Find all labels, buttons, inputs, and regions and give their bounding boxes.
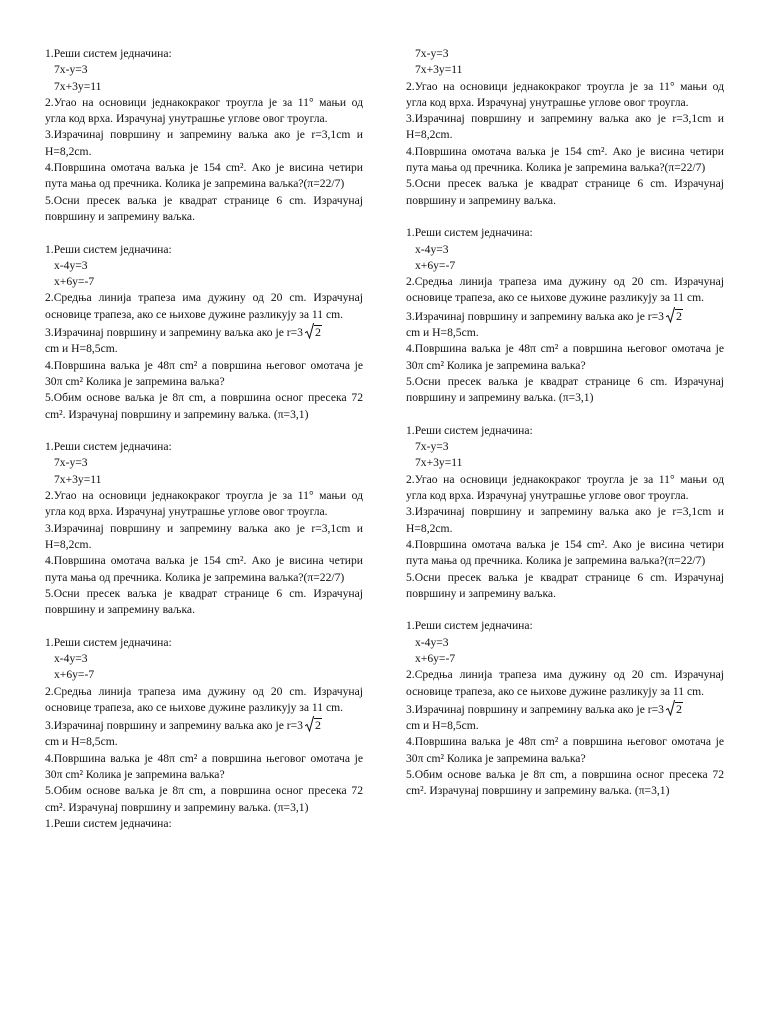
task-1: 1.Реши систем једначина: (45, 242, 172, 256)
right-column (406, 46, 724, 800)
equation-line: x-4y=3 (54, 258, 88, 272)
task-1: 1.Реши систем једначина: (406, 619, 533, 633)
task-text: cm и H=8,5cm. (45, 342, 118, 356)
equation-line: 7x+3y=11 (54, 472, 102, 486)
equation-line: 7x-y=3 (415, 440, 449, 454)
task-4: 4.Површина омотача ваљка је 154 cm². Ако је висина четири пута мања од пречника. Колика је запремина ваљка?(π=22/7) (45, 161, 363, 191)
task-5: 5.Осни пресек ваљка је квадрат странице 6 cm. Израчунај површину и запремину ваљка. (45, 586, 363, 617)
sqrt-symbol (666, 700, 683, 716)
left-column (45, 46, 363, 832)
task-text: cm и H=8,5cm. (406, 326, 479, 340)
task-5: 5.Обим основе ваљка је 8π cm, а површина осног пресека 72 cm². Израчунај површину и запремину ваљка. (π=3,1) (406, 768, 724, 798)
task-2: 2.Средња линија трапеза има дужину од 20 cm. Израчунај основице трапеза, ако се њихове дужине разликују за 11 cm. (406, 668, 724, 698)
section-gap (406, 602, 724, 618)
section-gap (45, 618, 363, 634)
task-2: 2.Угао на основици једнакокраког троугла је за 11° мањи од угла код врха. Израчунај унутрашње углове овог троугла. (45, 95, 363, 126)
section-gap (406, 407, 724, 423)
task-4: 4.Површина ваљка је 48π cm² а површина његовог омотача је 30π cm² Колика је запремина ваљка? (406, 342, 724, 372)
sqrt-radicand: 2 (314, 325, 321, 340)
equation-line: 7x+3y=11 (54, 79, 102, 93)
task-5: 5.Осни пресек ваљка је квадрат странице 6 cm. Израчунај површину и запремину ваљка. (π=3,1) (406, 374, 724, 405)
task-4: 4.Површина ваљка је 48π cm² а површина његовог омотача је 30π cm² Колика је запремина ваљка? (45, 751, 363, 782)
task-2: 2.Средња линија трапеза има дужину од 20 cm. Израчунај основице трапеза, ако се њихове дужине разликују за 11 cm. (45, 684, 363, 714)
equation-line: 7x-y=3 (54, 456, 88, 470)
sqrt-radicand: 2 (675, 308, 682, 323)
equation-line: 7x+3y=11 (415, 63, 463, 77)
sqrt-symbol (666, 307, 683, 323)
exercise-block (45, 635, 363, 833)
task-text: 3.Израчинај површину и запремину ваљка ако је r=3 (406, 702, 664, 716)
task-5: 5.Обим основе ваљка је 8π cm, а површина осног пресека 72 cm². Израчунај површину и запремину ваљка. (π=3,1) (45, 784, 363, 814)
task-3 (406, 307, 724, 342)
sqrt-symbol (305, 323, 322, 339)
equation-line: 7x+3y=11 (415, 456, 463, 470)
equation-line: x-4y=3 (415, 635, 449, 649)
task-3: 3.Израчинај површину и запремину ваљка ако је r=3,1cm и H=8,2cm. (45, 128, 363, 158)
equation-line: x-4y=3 (54, 651, 88, 665)
task-text: cm и H=8,5cm. (406, 719, 479, 733)
task-4: 4.Површина омотача ваљка је 154 cm². Ако је висина четири пута мања од пречника. Колика је запремина ваљка?(π=22/7) (45, 554, 363, 584)
task-5: 5.Осни пресек ваљка је квадрат странице 6 cm. Израчунај површину и запремину ваљка. (45, 193, 363, 223)
task-3: 3.Израчинај површину и запремину ваљка ако је r=3,1cm и H=8,2cm. (406, 505, 724, 535)
equation-line: 7x-y=3 (54, 63, 88, 77)
section-gap (45, 423, 363, 439)
task-text: 3.Израчинај површину и запремину ваљка ако је r=3 (45, 719, 303, 733)
exercise-block (406, 225, 724, 406)
exercise-block (45, 46, 363, 225)
task-4: 4.Површина омотача ваљка је 154 cm². Ако је висина четири пута мања од пречника. Колика је запремина ваљка?(π=22/7) (406, 537, 724, 568)
task-4: 4.Површина омотача ваљка је 154 cm². Ако је висина четири пута мања од пречника. Колика је запремина ваљка?(π=22/7) (406, 144, 724, 175)
task-2: 2.Средња линија трапеза има дужину од 20 cm. Израчунај основице трапеза, ако се њихове дужине разликују за 11 cm. (406, 275, 724, 305)
sqrt-radicand: 2 (314, 718, 321, 733)
task-text: 3.Израчинај површину и запремину ваљка ако је r=3 (406, 309, 664, 323)
task-1: 1.Реши систем једначина: (45, 47, 172, 60)
task-2: 2.Угао на основици једнакокраког троугла је за 11° мањи од угла код врха. Израчунај унутрашње углове овог троугла. (406, 79, 724, 109)
task-3 (45, 716, 363, 751)
equation-line: x+6y=-7 (415, 651, 456, 665)
task-4: 4.Површина ваљка је 48π cm² а површина његовог омотача је 30π cm² Колика је запремина ваљка? (45, 358, 363, 388)
task-3 (45, 323, 363, 358)
section-gap (45, 225, 363, 241)
equation-line: x+6y=-7 (54, 275, 95, 289)
section-gap (406, 209, 724, 225)
equation-line: x+6y=-7 (54, 668, 95, 682)
sqrt-radicand: 2 (675, 701, 682, 716)
task-3: 3.Израчинај површину и запремину ваљка ако је r=3,1cm и H=8,2cm. (406, 112, 724, 142)
task-5: 5.Обим основе ваљка је 8π cm, а површина осног пресека 72 cm². Израчунај површину и запремину ваљка. (π=3,1) (45, 391, 363, 421)
equation-line: 7x-y=3 (415, 47, 449, 60)
task-5: 5.Осни пресек ваљка је квадрат странице 6 cm. Израчунај површину и запремину ваљка. (406, 570, 724, 600)
task-2: 2.Средња линија трапеза има дужину од 20 cm. Израчунај основице трапеза, ако се њихове дужине разликују за 11 cm. (45, 291, 363, 321)
task-1: 1.Реши систем једначина: (45, 635, 172, 649)
sqrt-symbol (305, 716, 322, 732)
exercise-block (45, 242, 363, 423)
task-1: 1.Реши систем једначина: (406, 226, 533, 240)
equation-line: x+6y=-7 (415, 258, 456, 272)
task-3: 3.Израчинај површину и запремину ваљка ако је r=3,1cm и H=8,2cm. (45, 521, 363, 551)
task-2: 2.Угао на основици једнакокраког троугла је за 11° мањи од угла код врха. Израчунај унутрашње углове овог троугла. (45, 489, 363, 519)
exercise-block (45, 439, 363, 618)
exercise-block (406, 618, 724, 799)
exercise-block (406, 423, 724, 602)
task-4: 4.Површина ваљка је 48π cm² а површина његовог омотача је 30π cm² Колика је запремина ваљка? (406, 735, 724, 765)
task-text: 3.Израчинај површину и запремину ваљка ако је r=3 (45, 326, 303, 340)
task-2: 2.Угао на основици једнакокраког троугла је за 11° мањи од угла код врха. Израчунај унутрашње углове овог троугла. (406, 472, 724, 503)
task-text: cm и H=8,5cm. (45, 735, 118, 749)
task-1: 1.Реши систем једначина: (45, 816, 172, 830)
exercise-block (406, 46, 724, 209)
equation-line: x-4y=3 (415, 242, 449, 256)
task-1: 1.Реши систем једначина: (45, 440, 172, 454)
task-1: 1.Реши систем једначина: (406, 423, 533, 437)
task-5: 5.Осни пресек ваљка је квадрат странице 6 cm. Израчунај површину и запремину ваљка. (406, 177, 724, 207)
task-3 (406, 700, 724, 735)
